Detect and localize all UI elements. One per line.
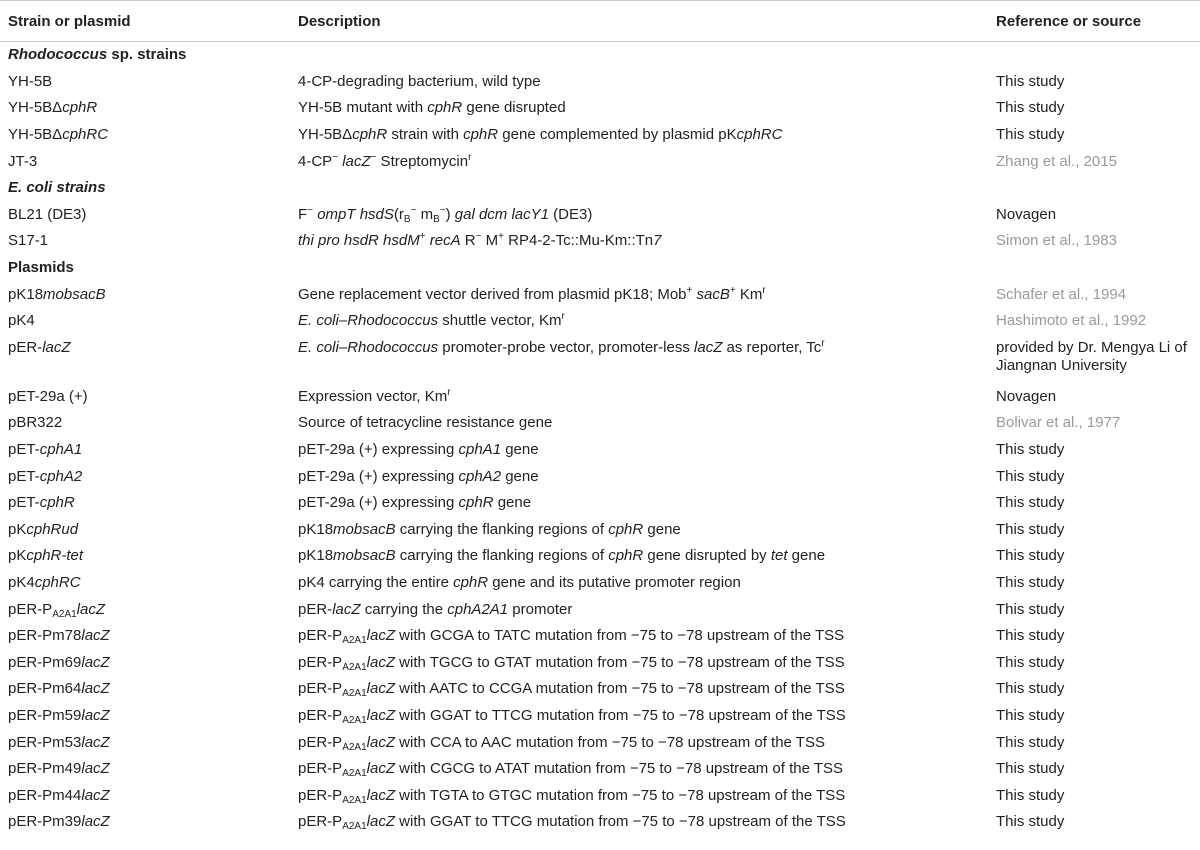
description: pK4 carrying the entire cphR gene and its putative promoter region (298, 573, 741, 591)
table-body (0, 42, 1200, 623)
reference: This study (996, 813, 1065, 831)
section-row-rhodococcus (0, 42, 1200, 69)
table-row (0, 543, 1200, 570)
plasmid-name: pET-29a (+) (8, 387, 88, 405)
strain-name: JT-3 (8, 152, 38, 170)
plasmid-name: pK4 (8, 312, 35, 330)
table-row (0, 148, 1200, 175)
plasmid-name: pER-Pm59lacZ (8, 706, 110, 724)
description: pER-$P_{A2A1}lacZ$ with TGTA to GTGC mutation from −75 to −78 upstream of the TSS (298, 786, 846, 806)
plasmid-name: pER-Pm53lacZ (8, 733, 110, 751)
description: pET-29a (+) expressing cphA1 gene (298, 441, 539, 459)
table-row (0, 809, 1200, 836)
table-row (0, 384, 1200, 411)
description: YH-5B mutant with cphR gene disrupted (298, 99, 566, 117)
table-row (0, 95, 1200, 122)
reference: Novagen (996, 205, 1057, 223)
reference: This study (996, 706, 1065, 724)
table-row (0, 623, 1200, 650)
table-row (0, 729, 1200, 756)
strain-name: YH-5BΔcphRC (8, 126, 109, 144)
reference: This study (996, 600, 1065, 618)
description: YH-5BΔcphR strain with cphR gene complemented by plasmid pKcphRC (298, 126, 783, 144)
reference-link[interactable]: Schafer et al., 1994 (996, 285, 1127, 303)
reference: provided by Dr. Mengya Li of Jiangnan University (996, 338, 1187, 374)
description: pER-$P_{A2A1}lacZ$ with CCA to AAC mutation from −75 to −78 upstream of the TSS (298, 733, 825, 753)
reference: This study (996, 520, 1065, 538)
reference: This study (996, 72, 1065, 90)
section-row-ecoli (0, 175, 1200, 202)
plasmid-name: pER-Pm39lacZ (8, 813, 110, 831)
reference-link[interactable]: Zhang et al., 2015 (996, 152, 1117, 170)
table-row (0, 308, 1200, 335)
reference: This study (996, 653, 1065, 671)
description: pET-29a (+) expressing cphR gene (298, 494, 532, 512)
table-row (0, 281, 1200, 308)
description: 4-CP-degrading bacterium, wild type (298, 72, 541, 90)
header-description: Description (298, 1, 996, 42)
header-reference: Reference or source (996, 1, 1200, 42)
description: pK18mobsacB carrying the flanking regions of cphR gene disrupted by tet gene (298, 547, 826, 565)
plasmid-name: pK4cphRC (8, 573, 81, 591)
table-row (0, 122, 1200, 149)
table-row (0, 228, 1200, 255)
reference: This study (996, 547, 1065, 565)
strain-name: BL21 (DE3) (8, 205, 87, 223)
description: pER-$P_{A2A1}lacZ$ with GGAT to TTCG mutation from −75 to −78 upstream of the TSS (298, 706, 846, 726)
table-row (0, 782, 1200, 809)
section-title-plasmids: Plasmids (8, 259, 74, 277)
reference-link[interactable]: Bolivar et al., 1977 (996, 414, 1121, 432)
table-row (0, 756, 1200, 783)
table-row (0, 202, 1200, 229)
reference: This study (996, 126, 1065, 144)
table-row (0, 410, 1200, 437)
description: E. coli–Rhodococcus promoter-probe vector, promoter-less lacZ as reporter, Tc$^r$ (298, 337, 825, 356)
plasmid-name: pET-cphA2 (8, 467, 83, 485)
header-strain-or-plasmid: Strain or plasmid (0, 1, 298, 42)
description: Source of tetracycline resistance gene (298, 414, 553, 432)
table-row (0, 490, 1200, 517)
reference: This study (996, 627, 1065, 645)
mutant-rows (0, 623, 1200, 836)
strain-name: YH-5B (8, 72, 53, 90)
plasmid-name: pK18mobsacB (8, 285, 106, 303)
plasmid-name: pET-cphA1 (8, 441, 83, 459)
table-row (0, 676, 1200, 703)
description: Gene replacement vector derived from plasmid pK18; Mob+ sacB+ Km$^r$ (298, 284, 766, 303)
description: pER-$P_{A2A1}lacZ$ with TGCG to GTAT mutation from −75 to −78 upstream of the TSS (298, 653, 845, 673)
table-row (0, 437, 1200, 464)
reference: This study (996, 467, 1065, 485)
description: F− ompT $hsdS(r_B^-$ $m_B^-$) gal dcm lacY1 (DE3) (298, 204, 593, 225)
reference: This study (996, 573, 1065, 591)
table-row (0, 335, 1200, 384)
reference: This study (996, 99, 1065, 117)
plasmid-name: pER-lacZ (8, 338, 71, 356)
table-row (0, 463, 1200, 490)
plasmid-name: pBR322 (8, 414, 63, 432)
section-title-ecoli: E. coli strains (8, 179, 106, 197)
reference-link[interactable]: Simon et al., 1983 (996, 232, 1117, 250)
description: pER-$P_{A2A1}lacZ$ with AATC to CCGA mutation from −75 to −78 upstream of the TSS (298, 680, 845, 700)
table-row (0, 69, 1200, 96)
table-row (0, 596, 1200, 623)
strain-name: S17-1 (8, 232, 49, 250)
reference: This study (996, 733, 1065, 751)
section-row-plasmids (0, 255, 1200, 282)
table-row (0, 570, 1200, 597)
reference: This study (996, 786, 1065, 804)
header-row (0, 1, 1200, 42)
plasmid-name: pER-Pm44lacZ (8, 786, 110, 804)
description: pET-29a (+) expressing cphA2 gene (298, 467, 539, 485)
description: pER-lacZ carrying the cphA2A1 promoter (298, 600, 573, 618)
plasmid-name: pER-Pm78lacZ (8, 627, 110, 645)
reference: This study (996, 494, 1065, 512)
reference: This study (996, 441, 1065, 459)
table-row (0, 649, 1200, 676)
section-title-rhodococcus (0, 42, 1200, 69)
reference: Novagen (996, 387, 1057, 405)
description: Expression vector, Km$^r$ (298, 386, 451, 405)
reference: This study (996, 680, 1065, 698)
plasmid-name: pER-Pm49lacZ (8, 760, 110, 778)
description: pER-$P_{A2A1}lacZ$ with CGCG to ATAT mutation from −75 to −78 upstream of the TSS (298, 760, 844, 780)
reference: This study (996, 760, 1065, 778)
strain-name: YH-5BΔcphR (8, 99, 98, 117)
plasmid-name: pKcphRud (8, 520, 79, 538)
section-title-rest: sp. strains (107, 46, 187, 64)
plasmid-name: pKcphR-tet (8, 547, 84, 565)
description: thi pro hsdR hsdM+ recA R− M+ RP4-2-Tc::Mu-Km::Tn7 (298, 231, 662, 250)
description: pER-$P_{A2A1}lacZ$ with GCGA to TATC mutation from −75 to −78 upstream of the TSS (298, 627, 845, 647)
description: pER-$P_{A2A1}lacZ$ with GGAT to TTCG mutation from −75 to −78 upstream of the TSS (298, 813, 846, 833)
table-header (0, 1, 1200, 42)
plasmid-name: pER-$P_{A2A1}lacZ$ (8, 600, 105, 620)
plasmid-name: pET-cphR (8, 494, 75, 512)
description: E. coli–Rhodococcus shuttle vector, Km$^r$ (298, 311, 565, 330)
reference-link[interactable]: Hashimoto et al., 1992 (996, 312, 1147, 330)
description: 4-CP− lacZ− Streptomycin$^r$ (298, 151, 472, 170)
section-title-italic: Rhodococcus (8, 46, 108, 64)
description: pK18mobsacB carrying the flanking regions of cphR gene (298, 520, 681, 538)
plasmid-name: pER-Pm69lacZ (8, 653, 110, 671)
table-row (0, 517, 1200, 544)
table-row (0, 703, 1200, 730)
plasmid-name: pER-Pm64lacZ (8, 680, 110, 698)
